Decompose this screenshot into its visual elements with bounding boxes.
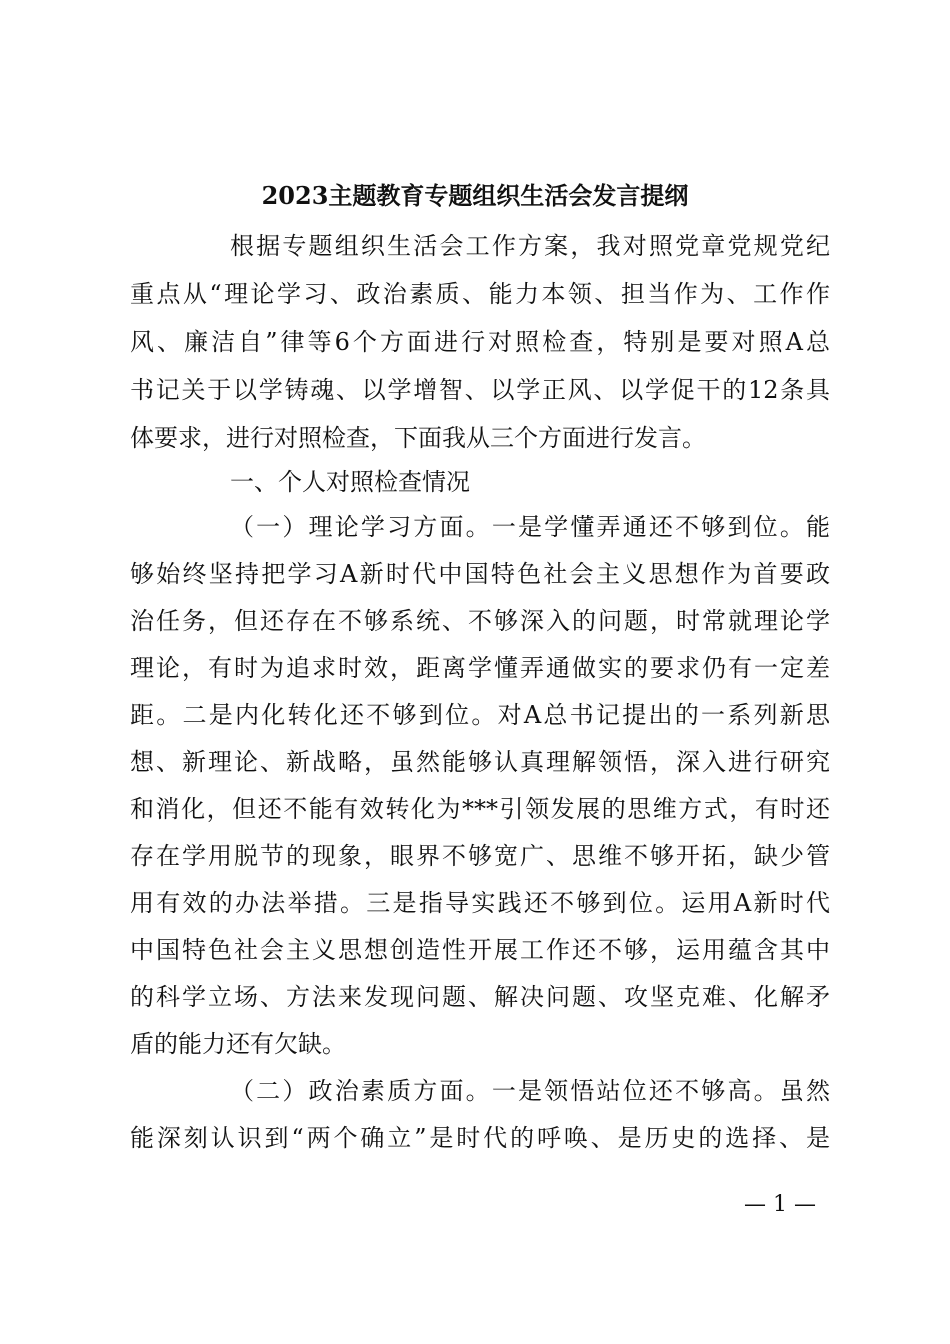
section1-line: 盾的能力还有欠缺。 <box>130 1030 346 1058</box>
section1-line: 理论，有时为追求时效，距离学懂弄通做实的要求仍有一定差 <box>130 654 830 682</box>
page-number: — 1 — <box>744 1192 816 1217</box>
section1-line: 存在学用脱节的现象，眼界不够宽广、思维不够开拓，缺少管 <box>130 842 830 870</box>
section2-line: （二）政治素质方面。一是领悟站位还不够高。虽然 <box>230 1077 830 1105</box>
intro-line: 书记关于以学铸魂、以学增智、以学正风、以学促干的12条具 <box>130 376 830 404</box>
document-title: 2023主题教育专题组织生活会发言提纲 <box>261 181 689 210</box>
section1-line: （一）理论学习方面。一是学懂弄通还不够到位。能 <box>230 513 830 541</box>
section1-line: 和消化，但还不能有效转化为***引领发展的思维方式，有时还 <box>130 795 830 823</box>
intro-line: 重点从“理论学习、政治素质、能力本领、担当作为、工作作 <box>130 280 830 308</box>
intro-line: 根据专题组织生活会工作方案，我对照党章党规党纪 <box>230 232 830 260</box>
section1-line: 距。二是内化转化还不够到位。对A总书记提出的一系列新思 <box>130 701 830 729</box>
section1-line: 中国特色社会主义思想创造性开展工作还不够，运用蕴含其中 <box>130 936 830 964</box>
section-heading: 一、个人对照检查情况 <box>230 468 470 496</box>
section1-line: 够始终坚持把学习A新时代中国特色社会主义思想作为首要政 <box>130 560 830 588</box>
section1-line: 想、新理论、新战略，虽然能够认真理解领悟，深入进行研究 <box>130 748 830 776</box>
intro-line: 风、廉洁自”律等6个方面进行对照检查，特别是要对照A总 <box>130 328 830 356</box>
section1-line: 治任务，但还存在不够系统、不够深入的问题，时常就理论学 <box>130 607 830 635</box>
section2-line: 能深刻认识到“两个确立”是时代的呼唤、是历史的选择、是 <box>130 1124 830 1152</box>
intro-line: 体要求，进行对照检查，下面我从三个方面进行发言。 <box>130 424 706 452</box>
section1-line: 的科学立场、方法来发现问题、解决问题、攻坚克难、化解矛 <box>130 983 830 1011</box>
section1-line: 用有效的办法举措。三是指导实践还不够到位。运用A新时代 <box>130 889 830 917</box>
